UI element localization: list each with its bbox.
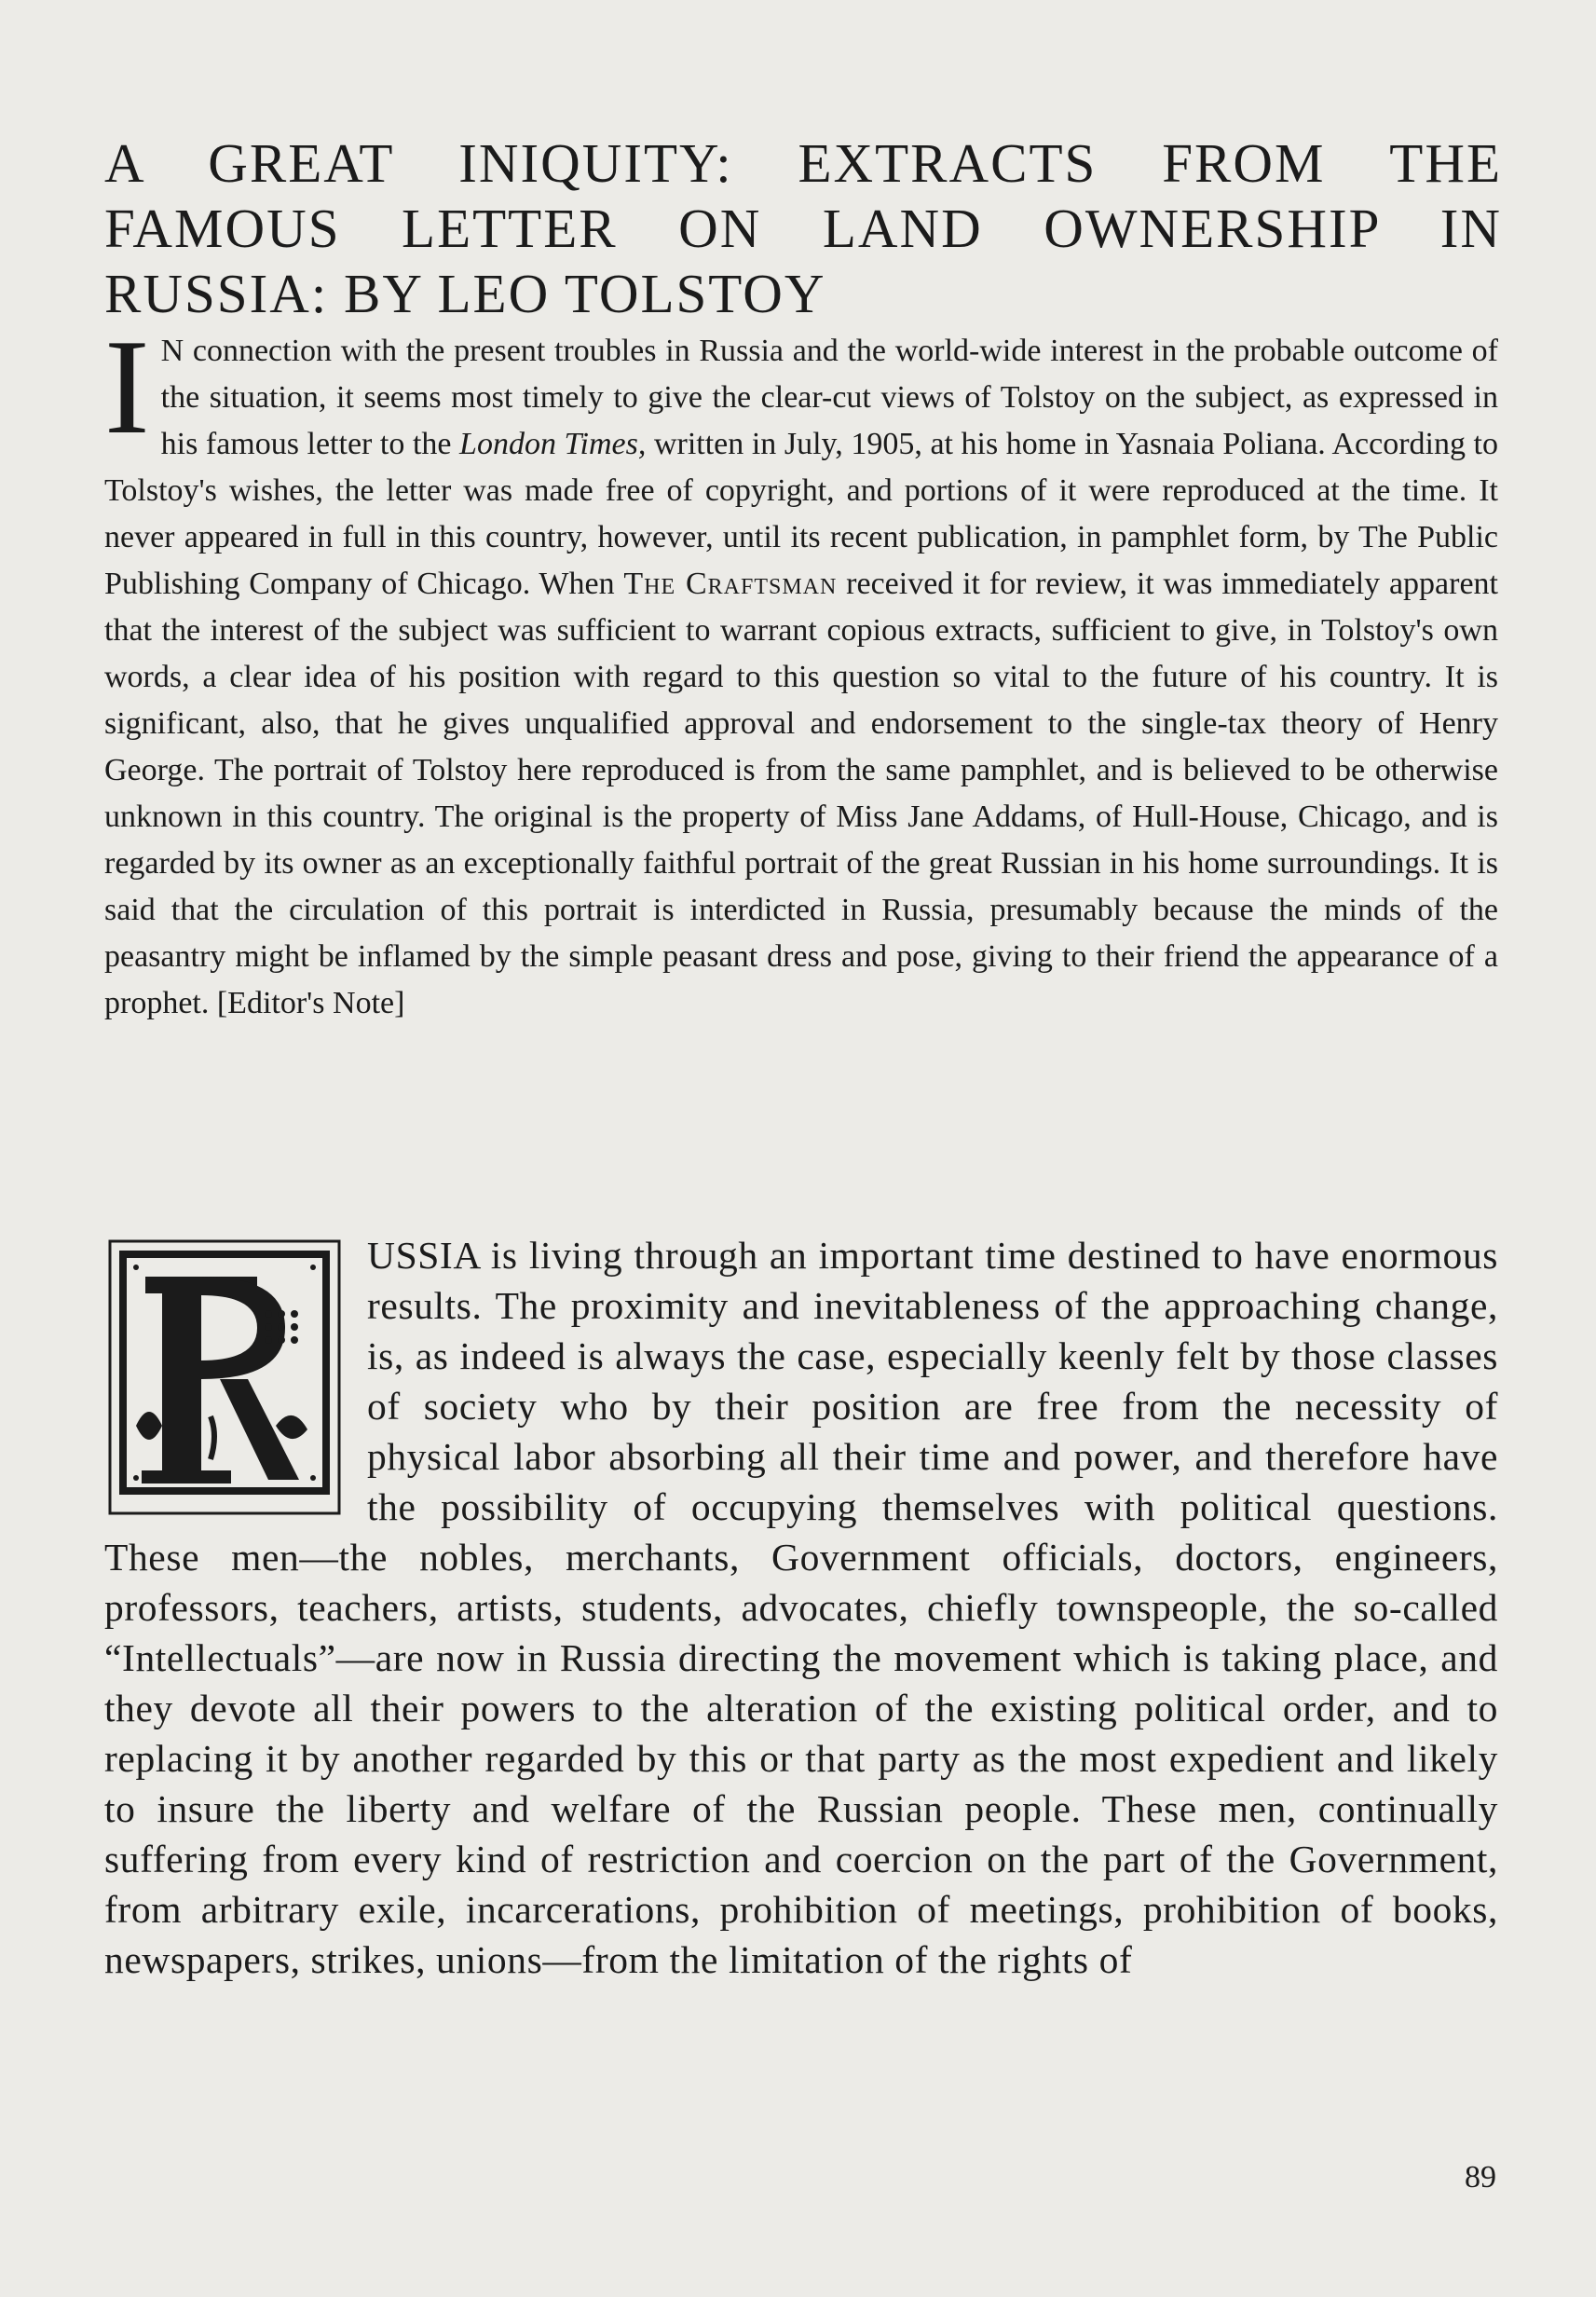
article-title	[104, 130, 1502, 326]
article-body	[104, 1230, 1498, 1985]
ornamental-initial-r-icon	[108, 1239, 341, 1515]
title-line-1: A GREAT INIQUITY: EXTRACTS FROM THE	[104, 132, 1502, 194]
article-text: USSIA is living through an important time destined to have enormous results. The proximity and inevitableness of the approaching change, is, as indeed is always the case, especially keenly felt by those classes of society who by their position are free from the necessity of physical labor absorbing all their time and power, and therefore have the possibility of occupying themselves with political questions. These men—the nobles, merchants, Government officials, doctors, engineers, professors, teachers, artists, students, advocates, chiefly townspeople, the so-called “Intellectuals”—are now in Russia directing the movement which is taking place, and they devote all their powers to the alteration of the existing political order, and to replacing it by another regarded by this or that party as the most expedient and likely to insure the liberty and welfare of the Russian people. These men, continually suffering from every kind of restriction and coercion on the part of the Government, from arbitrary exile, incarcerations, prohibition of meetings, prohibition of books, newspapers, strikes, unions—from the limitation of the rights of	[104, 1234, 1498, 1981]
editor-note-magazine: The Craftsman	[623, 567, 838, 601]
editor-note-text-2: written in July, 1905, at his home in Yasnaia Poliana. According to Tolstoy's wishes, the letter was made free of copyright, and portions of it were reproduced at the time. It never appeared in full in this country, however, until its recent publication, in pamphlet form, by The Public Publishing Company of Chicago. When	[104, 427, 1498, 601]
page-number: 89	[1465, 2160, 1496, 2194]
editor-note-newspaper: London Times,	[459, 427, 647, 461]
title-line-2: FAMOUS LETTER ON LAND OWNERSHIP IN	[104, 198, 1502, 259]
editor-note-text-3: received it for review, it was immediately apparent that the interest of the subject was sufficient to warrant copious extracts, sufficient to give, in Tolstoy's own words, a clear idea of his position with regard to this question so vital to the future of his country. It is significant, also, that he gives unqualified approval and endorsement to the single-tax theory of Henry George. The portrait of Tolstoy here reproduced is from the same pamphlet, and is believed to be otherwise unknown in this country. The original is the property of Miss Jane Addams, of Hull-House, Chicago, and is regarded by its owner as an exceptionally faithful portrait of the great Russian in his home surroundings. It is said that the circulation of this portrait is interdicted in Russia, presumably because the minds of the peasantry might be inflamed by the simple peasant dress and pose, giving to their friend the appearance of a prophet. [Editor's Note]	[104, 567, 1499, 1020]
editor-note-drop-cap: I	[104, 311, 150, 462]
title-line-3: RUSSIA: BY LEO TOLSTOY	[104, 263, 826, 324]
editor-note-text-1: N connection with the present troubles in Russia and the world-wide interest in the probable outcome of the situation, it seems most timely to give the clear-cut views of Tolstoy on the subject, as expressed in his famous letter to the	[160, 334, 1498, 461]
editor-note	[104, 311, 1499, 1027]
